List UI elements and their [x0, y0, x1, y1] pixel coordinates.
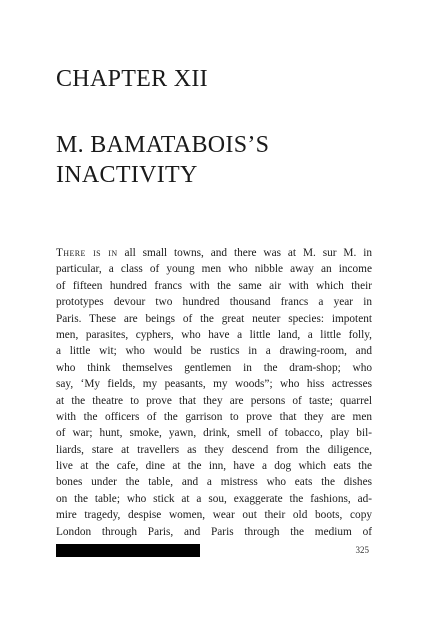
body-line: mire tragedy, despise women, wear out their old boots, copy — [56, 509, 372, 522]
body-line: of fifteen hundred francs with the same air with which their — [56, 279, 372, 292]
body-line: bones under the table, and a mistress who eats the dishes — [56, 476, 372, 489]
body-paragraph — [56, 245, 372, 540]
body-line: with the officers of the garrison to prove that they are men — [56, 410, 372, 423]
lead-in-small-caps: There is in — [56, 247, 118, 259]
body-line: Paris. These are beings of the great neuter species: impotent — [56, 312, 372, 325]
body-line: say, ‘My fields, my peasants, my woods”; who hiss actresses — [56, 378, 372, 391]
body-line: a little wit; who would be rustics in a drawing-room, and — [56, 345, 372, 358]
body-line: live at the cafe, dine at the inn, have a dog which eats the — [56, 460, 372, 473]
redaction-bar — [56, 544, 200, 557]
body-line: at the theatre to prove that they are persons of taste; quarrel — [56, 394, 372, 407]
body-line-text: all small towns, and there was at M. sur M. in — [117, 247, 372, 259]
body-line: particular, a class of young men who nibble away an income — [56, 263, 372, 276]
body-line: who think themselves gentlemen in the dram-shop; who — [56, 361, 372, 374]
body-line: of war; hunt, smoke, yawn, drink, smell of tobacco, play bil- — [56, 427, 372, 440]
chapter-title — [56, 130, 376, 190]
body-line — [56, 245, 372, 261]
chapter-title-line: M. BAMATABOIS’S — [56, 132, 270, 158]
body-line: London through Paris, and Paris through the medium of — [56, 525, 372, 538]
body-line: on the table; who stick at a sou, exaggerate the fashions, ad- — [56, 492, 372, 505]
body-line: men, parasites, cyphers, who have a little land, a little folly, — [56, 328, 372, 341]
chapter-number: CHAPTER XII — [56, 66, 208, 92]
chapter-title-line: INACTIVITY — [56, 162, 198, 188]
page-number: 325 — [355, 545, 369, 555]
body-line: prototypes devour two hundred thousand francs a year in — [56, 296, 372, 309]
body-line: liards, stare at travellers as they descend from the diligence, — [56, 443, 372, 456]
